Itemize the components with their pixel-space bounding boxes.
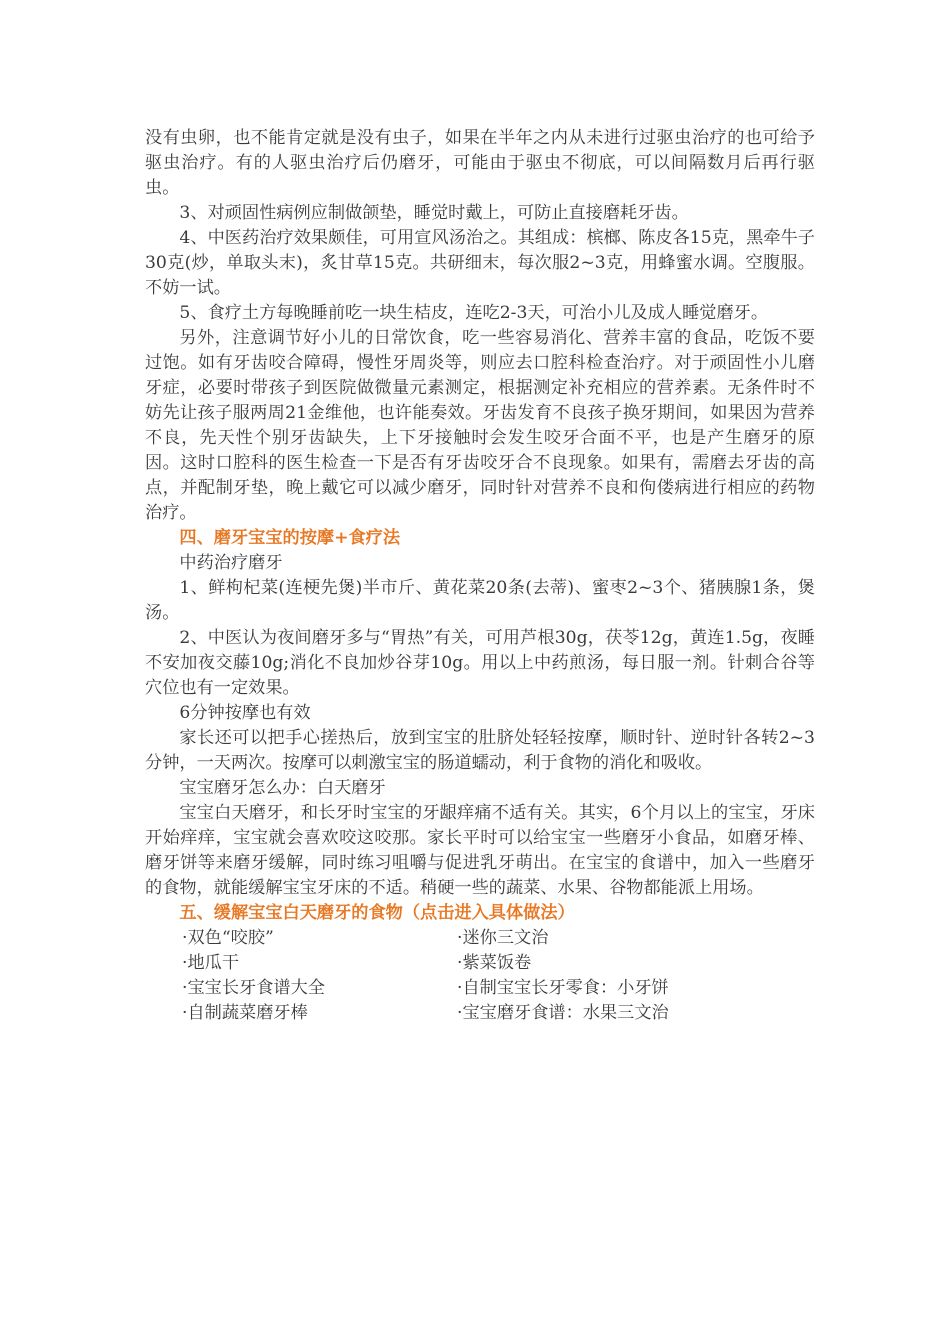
recipe-link-fruit-sandwich[interactable]: ·宝宝磨牙食谱：水果三文治 [457, 1003, 669, 1023]
recipe-link-dried-sweet-potato[interactable]: ·地瓜干 [182, 953, 240, 973]
paragraph-tcm-item-1: 1、鲜枸杞菜(连梗先煲)半市斤、黄花菜20条(去蒂)、蜜枣2~3个、猪胰腺1条，煲汤。 [145, 578, 815, 623]
paragraph-tcm-item-2: 2、中医认为夜间磨牙多与“胃热”有关，可用芦根30g，茯苓12g，黄连1.5g，夜睡不安加夜交藤10g;消化不良加炒谷芽10g。用以上中药煎汤，每日服一剂。针刺合谷等穴位也有一定效果。 [145, 628, 815, 698]
document-page [145, 126, 815, 1026]
section-heading-foods: 五、缓解宝宝白天磨牙的食物（点击进入具体做法） [179, 903, 575, 923]
section-heading-massage-diet: 四、磨牙宝宝的按摩+食疗法 [179, 528, 401, 548]
recipe-link-teething-recipes[interactable]: ·宝宝长牙食谱大全 [182, 978, 325, 998]
recipe-link-teething-biscuit[interactable]: ·自制宝宝长牙零食：小牙饼 [457, 978, 669, 998]
subheading-massage: 6分钟按摩也有效 [179, 703, 311, 723]
paragraph-deworming: 没有虫卵，也不能肯定就是没有虫子，如果在半年之内从未进行过驱虫治疗的也可给予驱虫治疗。有的人驱虫治疗后仍磨牙，可能由于驱虫不彻底，可以间隔数月后再行驱虫。 [145, 128, 815, 198]
recipe-link-veggie-teething-stick[interactable]: ·自制蔬菜磨牙棒 [182, 1003, 308, 1023]
paragraph-massage: 家长还可以把手心搓热后，放到宝宝的肚脐处轻轻按摩，顺时针、逆时针各转2~3分钟，一天两次。按摩可以刺激宝宝的肠道蠕动，利于食物的消化和吸收。 [145, 728, 815, 773]
paragraph-diet-advice: 另外，注意调节好小儿的日常饮食，吃一些容易消化、营养丰富的食品，吃饭不要过饱。如有牙齿咬合障碍，慢性牙周炎等，则应去口腔科检查治疗。对于顽固性小儿磨牙症，必要时带孩子到医院做微量元素测定，根据测定补充相应的营养素。无条件时不妨先让孩子服两周21金维他，也许能奏效。牙齿发育不良孩子换牙期间，如果因为营养不良，先天性个别牙齿缺失，上下牙接触时会发生咬牙合面不平，也是产生磨牙的原因。这时口腔科的医生检查一下是否有牙齿咬牙合不良现象。如果有，需磨去牙齿的高点，并配制牙垫，晚上戴它可以减少磨牙，同时针对营养不良和佝偻病进行相应的药物治疗。 [145, 328, 815, 523]
subheading-daytime-grinding: 宝宝磨牙怎么办：白天磨牙 [179, 778, 386, 798]
paragraph-tcm-remedy: 4、中医药治疗效果颇佳，可用宣风汤治之。其组成：槟榔、陈皮各15克，黑牵牛子30克(炒，单取头末)，炙甘草15克。共研细末，每次服2~3克，用蜂蜜水调。空腹服。不妨一试。 [145, 228, 815, 298]
recipe-link-list [182, 926, 815, 1026]
recipe-link-mini-sandwich[interactable]: ·迷你三文治 [457, 928, 549, 948]
recipe-link-seaweed-rice-roll[interactable]: ·紫菜饭卷 [457, 953, 532, 973]
paragraph-daytime-grinding: 宝宝白天磨牙，和长牙时宝宝的牙龈痒痛不适有关。其实，6个月以上的宝宝，牙床开始痒痒，宝宝就会喜欢咬这咬那。家长平时可以给宝宝一些磨牙小食品，如磨牙棒、磨牙饼等来磨牙缓解，同时练习咀嚼与促进乳牙萌出。在宝宝的食谱中，加入一些磨牙的食物，就能缓解宝宝牙床的不适。稍硬一些的蔬菜、水果、谷物都能派上用场。 [145, 803, 815, 898]
paragraph-diet-remedy: 5、食疗土方每晚睡前吃一块生桔皮，连吃2-3天，可治小儿及成人睡觉磨牙。 [179, 303, 769, 323]
paragraph-bite-splint: 3、对顽固性病例应制做颌垫，睡觉时戴上，可防止直接磨耗牙齿。 [179, 203, 689, 223]
subheading-tcm-treatment: 中药治疗磨牙 [179, 553, 283, 573]
recipe-link-two-color-chew[interactable]: ·双色“咬胶” [182, 928, 274, 948]
